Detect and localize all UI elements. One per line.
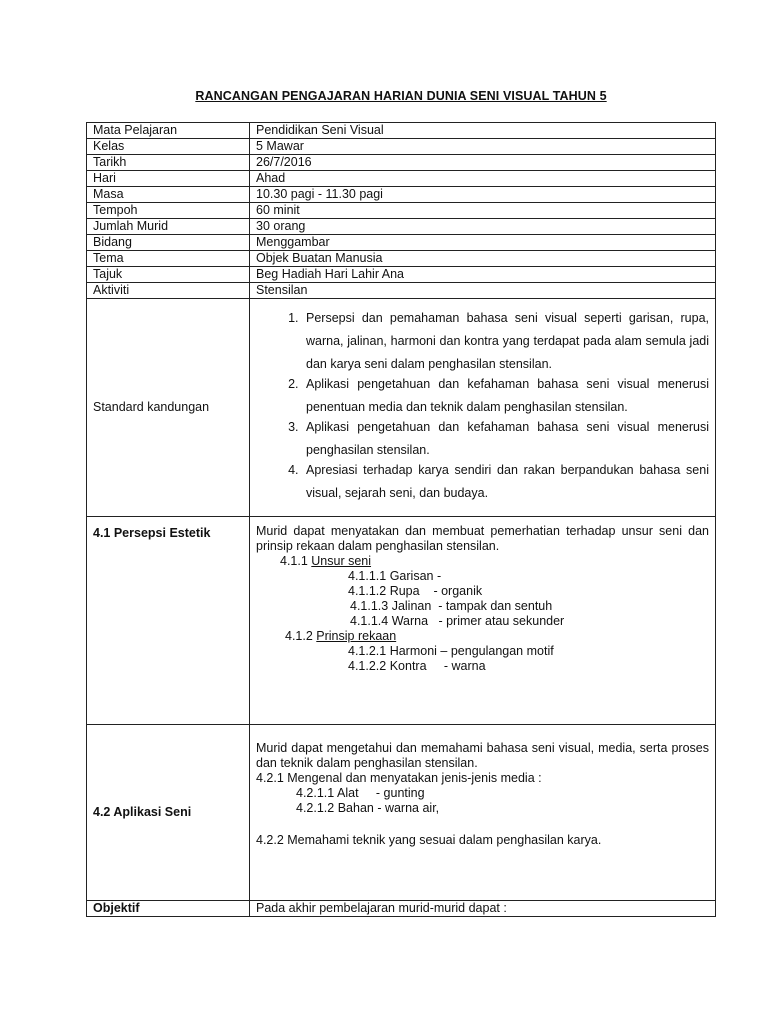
unsur-number: 4.1.1 bbox=[280, 554, 312, 568]
prinsip-item: 4.1.2.1 Harmoni – pengulangan motif bbox=[348, 644, 554, 658]
aplikasi-row bbox=[87, 725, 716, 901]
info-row bbox=[87, 219, 716, 235]
persepsi-intro: Murid dapat menyatakan dan membuat pemerhatian terhadap unsur seni dan prinsip rekaan dalam penghasilan stensilan. bbox=[256, 524, 709, 553]
unsur-item: 4.1.1.1 Garisan - bbox=[348, 569, 442, 583]
info-row bbox=[87, 139, 716, 155]
info-label: Jumlah Murid bbox=[87, 219, 250, 235]
objektif-label: Objektif bbox=[87, 901, 250, 917]
unsur-heading bbox=[256, 554, 709, 569]
prinsip-item: 4.1.2.2 Kontra - warna bbox=[348, 659, 486, 673]
info-row bbox=[87, 187, 716, 203]
info-value: 30 orang bbox=[250, 219, 716, 235]
info-value: Pendidikan Seni Visual bbox=[250, 123, 716, 139]
info-label: Masa bbox=[87, 187, 250, 203]
info-row bbox=[87, 283, 716, 299]
prinsip-heading bbox=[256, 629, 709, 644]
media-item: 4.2.1.1 Alat - gunting bbox=[296, 786, 425, 800]
objektif-row bbox=[87, 901, 716, 917]
info-label: Tempoh bbox=[87, 203, 250, 219]
spacer bbox=[256, 816, 709, 833]
info-row bbox=[87, 171, 716, 187]
info-label: Mata Pelajaran bbox=[87, 123, 250, 139]
info-value: 60 minit bbox=[250, 203, 716, 219]
aplikasi-content bbox=[250, 725, 716, 901]
standard-item: 4. Apresiasi terhadap karya sendiri dan rakan berpandukan bahasa seni visual, sejarah seni, dan budaya. bbox=[302, 459, 709, 505]
info-label: Hari bbox=[87, 171, 250, 187]
info-label: Aktiviti bbox=[87, 283, 250, 299]
standard-label: Standard kandungan bbox=[87, 299, 250, 517]
persepsi-label: 4.1 Persepsi Estetik bbox=[87, 517, 250, 725]
info-label: Tajuk bbox=[87, 267, 250, 283]
standard-item: 2. Aplikasi pengetahuan dan kefahaman bahasa seni visual menerusi penentuan media dan teknik dalam penghasilan stensilan. bbox=[302, 373, 709, 419]
info-value: Beg Hadiah Hari Lahir Ana bbox=[250, 267, 716, 283]
standard-item: 1. Persepsi dan pemahaman bahasa seni visual seperti garisan, rupa, warna, jalinan, harmoni dan kontra yang terdapat pada alam semula jadi dan karya seni dalam penghasilan stensilan. bbox=[302, 307, 709, 376]
unsur-title: Unsur seni bbox=[311, 554, 372, 568]
media-item: 4.2.1.2 Bahan - warna air, bbox=[296, 801, 440, 815]
info-value: 5 Mawar bbox=[250, 139, 716, 155]
standard-item: 3. Aplikasi pengetahuan dan kefahaman bahasa seni visual menerusi penghasilan stensilan. bbox=[302, 416, 709, 462]
lesson-plan-table bbox=[86, 122, 716, 917]
document-title: RANCANGAN PENGAJARAN HARIAN DUNIA SENI VISUAL TAHUN 5 bbox=[195, 89, 607, 103]
standard-list bbox=[256, 307, 709, 505]
info-row bbox=[87, 123, 716, 139]
info-value: 26/7/2016 bbox=[250, 155, 716, 171]
prinsip-number: 4.1.2 bbox=[285, 629, 317, 643]
info-label: Tarikh bbox=[87, 155, 250, 171]
aplikasi-label: 4.2 Aplikasi Seni bbox=[87, 725, 250, 901]
standard-row bbox=[87, 299, 716, 517]
info-row bbox=[87, 155, 716, 171]
aplikasi-intro: Murid dapat mengetahui dan memahami bahasa seni visual, media, serta proses dan teknik dalam penghasilan stensilan. bbox=[256, 741, 709, 770]
info-value: Ahad bbox=[250, 171, 716, 187]
info-value: Objek Buatan Manusia bbox=[250, 251, 716, 267]
info-value: Menggambar bbox=[250, 235, 716, 251]
aplikasi-sub1: 4.2.1 Mengenal dan menyatakan jenis-jenis media : bbox=[256, 771, 542, 785]
info-value: 10.30 pagi - 11.30 pagi bbox=[250, 187, 716, 203]
info-label: Kelas bbox=[87, 139, 250, 155]
prinsip-title: Prinsip rekaan bbox=[316, 629, 397, 643]
info-row bbox=[87, 203, 716, 219]
persepsi-content bbox=[250, 517, 716, 725]
info-row bbox=[87, 267, 716, 283]
info-row bbox=[87, 251, 716, 267]
info-value: Stensilan bbox=[250, 283, 716, 299]
info-row bbox=[87, 235, 716, 251]
aplikasi-sub2: 4.2.2 Memahami teknik yang sesuai dalam penghasilan karya. bbox=[256, 833, 602, 847]
unsur-item: 4.1.1.4 Warna - primer atau sekunder bbox=[350, 614, 565, 628]
info-label: Tema bbox=[87, 251, 250, 267]
unsur-item: 4.1.1.2 Rupa - organik bbox=[348, 584, 483, 598]
objektif-value: Pada akhir pembelajaran murid-murid dapat : bbox=[250, 901, 716, 917]
unsur-item: 4.1.1.3 Jalinan - tampak dan sentuh bbox=[350, 599, 553, 613]
standard-content bbox=[250, 299, 716, 517]
persepsi-row bbox=[87, 517, 716, 725]
info-label: Bidang bbox=[87, 235, 250, 251]
